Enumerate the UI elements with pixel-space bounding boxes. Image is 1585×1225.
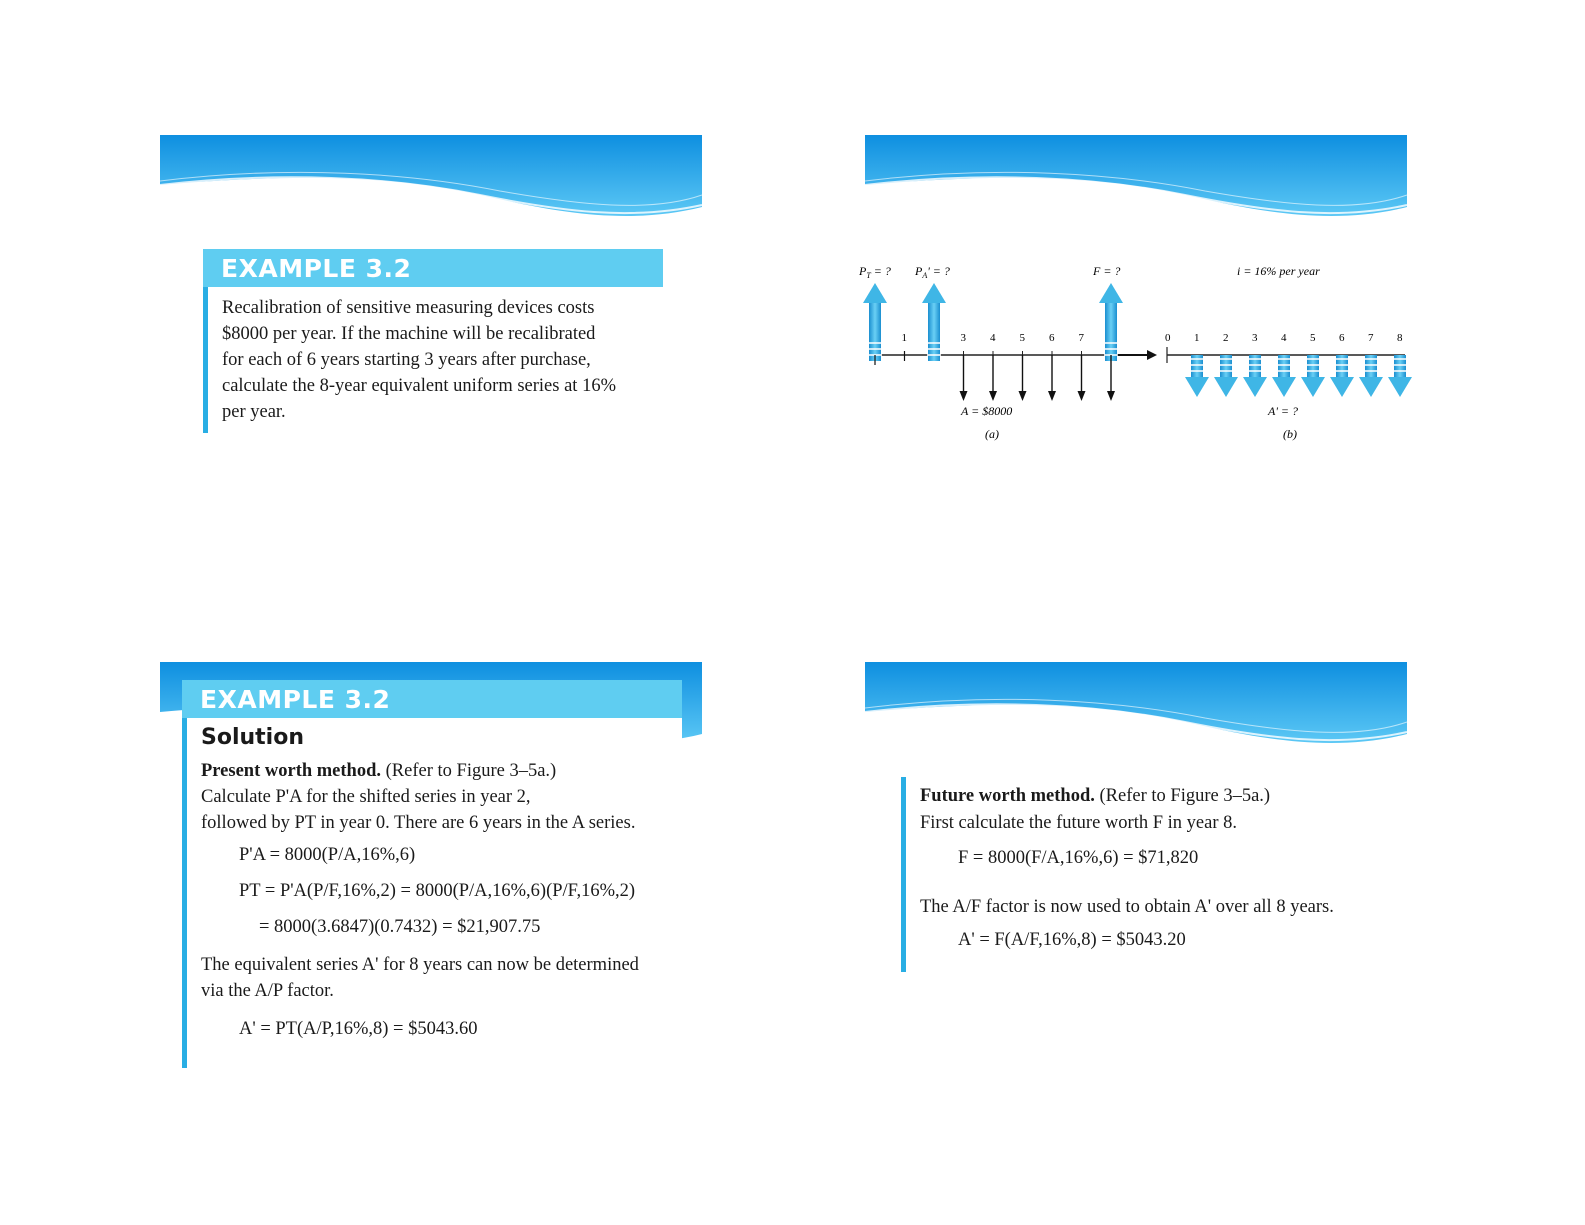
equation: A' = PT(A/P,16%,8) = $5043.60 xyxy=(239,1019,478,1039)
year-tick-label: 5 xyxy=(1019,332,1025,344)
year-tick-label: 5 xyxy=(1310,332,1316,344)
equation: = 8000(3.6847)(0.7432) = $21,907.75 xyxy=(259,917,541,937)
text-line: The A/F factor is now used to obtain A' over all 8 years. xyxy=(920,897,1334,917)
year-tick-label: 6 xyxy=(1339,332,1345,344)
a-prime-down-arrow xyxy=(1301,355,1325,397)
arrow-shaft xyxy=(928,301,940,361)
pt-up-arrow xyxy=(863,283,887,361)
year-tick-label: 4 xyxy=(990,332,996,344)
arrow-shaft xyxy=(869,301,881,361)
a-prime-down-arrow xyxy=(1243,355,1267,397)
slide-problem xyxy=(160,135,702,555)
future-worth-body xyxy=(901,777,1381,972)
a-down-arrow-head xyxy=(989,391,997,401)
problem-line: calculate the 8-year equivalent uniform series at 16% xyxy=(222,376,616,396)
year-tick-label: 1 xyxy=(1194,332,1200,344)
arrow-head xyxy=(1330,377,1354,397)
year-tick-label: 6 xyxy=(1049,332,1055,344)
slide-banner xyxy=(160,135,702,225)
problem-line: Recalibration of sensitive measuring devices costs xyxy=(222,298,595,318)
slide-banner xyxy=(865,662,1407,752)
year-tick-label: 7 xyxy=(1368,332,1374,344)
slide-cashflow-diagram xyxy=(859,135,1407,555)
pw-ref: (Refer to Figure 3–5a.) xyxy=(381,761,557,781)
arrow-shaft xyxy=(1105,301,1117,361)
f-up-arrow xyxy=(1099,283,1123,361)
fw-title: Future worth method. xyxy=(920,786,1095,806)
a-prime-down-arrow xyxy=(1272,355,1296,397)
text-line: Calculate P'A for the shifted series in year 2, xyxy=(201,787,531,807)
pw-heading-line xyxy=(201,758,682,784)
arrow-head xyxy=(863,283,887,303)
arrow-head xyxy=(1388,377,1412,397)
arrow-head xyxy=(1301,377,1325,397)
transform-arrow-head xyxy=(1147,350,1157,360)
a-label: A = $8000 xyxy=(961,404,1013,418)
equation: A' = F(A/F,16%,8) = $5043.20 xyxy=(958,930,1186,950)
problem-statement xyxy=(203,287,663,433)
rate-label: i = 16% per year xyxy=(1237,264,1320,278)
a-prime-down-arrow xyxy=(1388,355,1412,397)
a-down-arrow-head xyxy=(1019,391,1027,401)
problem-line: per year. xyxy=(222,402,286,422)
cash-flow-diagram xyxy=(859,255,1407,460)
arrow-head xyxy=(922,283,946,303)
arrow-head xyxy=(1272,377,1296,397)
slide-present-worth xyxy=(160,662,702,1082)
equation: P'A = 8000(P/A,16%,6) xyxy=(239,845,416,865)
fw-heading-line xyxy=(920,783,1381,810)
f-label: F = ? xyxy=(1093,264,1121,278)
text-line: First calculate the future worth F in year 8. xyxy=(920,813,1237,833)
fw-ref: (Refer to Figure 3–5a.) xyxy=(1094,786,1271,806)
solution-body xyxy=(182,718,682,1068)
example-heading: EXAMPLE 3.2 xyxy=(182,680,682,718)
pa-up-arrow xyxy=(922,283,946,361)
a-prime-down-arrow xyxy=(1214,355,1238,397)
equation: PT = P'A(P/F,16%,2) = 8000(P/A,16%,6)(P/F,16%,2) xyxy=(239,881,636,901)
year-tick-label: 2 xyxy=(1223,332,1229,344)
problem-line: for each of 6 years starting 3 years after purchase, xyxy=(222,350,591,370)
year-tick-label: 4 xyxy=(1281,332,1287,344)
slide-banner xyxy=(865,135,1407,225)
caption-a: (a) xyxy=(985,427,999,441)
arrow-head xyxy=(1214,377,1238,397)
a-prime-down-arrow xyxy=(1330,355,1354,397)
caption-b: (b) xyxy=(1283,427,1297,441)
arrow-head xyxy=(1359,377,1383,397)
equation: F = 8000(F/A,16%,6) = $71,820 xyxy=(958,848,1199,868)
arrow-head xyxy=(1185,377,1209,397)
a-down-arrow-head xyxy=(960,391,968,401)
text-line: via the A/P factor. xyxy=(201,981,334,1001)
arrow-head xyxy=(1099,283,1123,303)
a-down-arrow-head xyxy=(1078,391,1086,401)
problem-line: $8000 per year. If the machine will be recalibrated xyxy=(222,324,596,344)
a-prime-down-arrow xyxy=(1359,355,1383,397)
text-line: The equivalent series A' for 8 years can now be determined xyxy=(201,955,639,975)
slide-future-worth xyxy=(865,662,1407,1082)
a-prime-label: A' = ? xyxy=(1268,404,1298,418)
solution-title: Solution xyxy=(201,725,304,750)
pa-label: $P_A'$ = ? xyxy=(915,264,950,280)
year-tick-label: 1 xyxy=(901,332,907,344)
pt-label: $P_T$ = ? xyxy=(859,264,891,280)
year-tick-label: 0 xyxy=(1165,332,1171,344)
year-tick-label: 3 xyxy=(1252,332,1258,344)
year-tick-label: 7 xyxy=(1078,332,1084,344)
pw-title: Present worth method. xyxy=(201,761,382,781)
a-prime-down-arrow xyxy=(1185,355,1209,397)
text-line: followed by PT in year 0. There are 6 years in the A series. xyxy=(201,813,636,833)
arrow-head xyxy=(1243,377,1267,397)
a-down-arrow-head xyxy=(1107,391,1115,401)
year-tick-label: 3 xyxy=(960,332,966,344)
example-heading: EXAMPLE 3.2 xyxy=(203,249,663,287)
year-tick-label: 8 xyxy=(1397,332,1403,344)
a-down-arrow-head xyxy=(1048,391,1056,401)
